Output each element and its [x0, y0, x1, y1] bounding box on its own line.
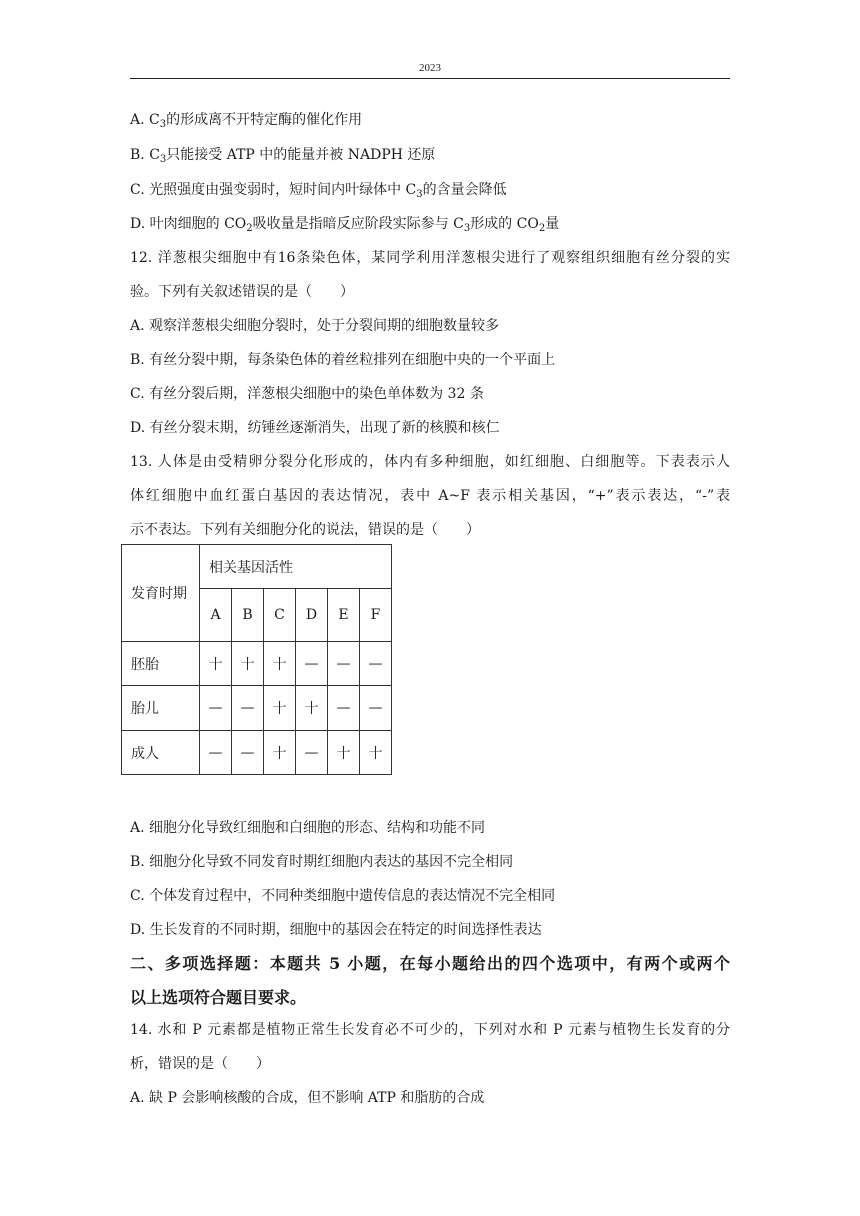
- q13-stem-line3: 示不表达。下列有关细胞分化的说法，错误的是（ ）: [130, 522, 480, 538]
- q12-option-d: D. 有丝分裂末期，纺锤丝逐渐消失，出现了新的核膜和核仁: [130, 420, 500, 436]
- table-cell: 十: [264, 686, 296, 731]
- table-cell: 十: [328, 731, 360, 775]
- table-cell: 十: [264, 731, 296, 775]
- table-cell: —: [232, 686, 264, 731]
- q13-option-b: B. 细胞分化导致不同发育时期红细胞内表达的基因不完全相同: [130, 854, 514, 870]
- q11-option-a: A. $C_3$的形成离不开特定酶的催化作用: [130, 112, 363, 130]
- header-rule: [130, 78, 730, 79]
- gene-header-b: B: [232, 589, 264, 642]
- row-label-embryo: 胚胎: [122, 642, 200, 686]
- page-header: 2023: [419, 62, 441, 74]
- q13-option-d: D. 生长发育的不同时期，细胞中的基因会在特定的时间选择性表达: [130, 922, 542, 938]
- gene-header-e: E: [328, 589, 360, 642]
- table-group-header: 相关基因活性: [200, 545, 392, 589]
- table-cell: 十: [232, 642, 264, 686]
- table-cell: 十: [264, 642, 296, 686]
- q12-stem-line2: 验。下列有关叙述错误的是（ ）: [130, 284, 354, 300]
- gene-header-f: F: [360, 589, 392, 642]
- table-cell: 十: [200, 642, 232, 686]
- gene-header-d: D: [296, 589, 328, 642]
- table-row: [122, 731, 392, 775]
- q12-option-a: A. 观察洋葱根尖细胞分裂时，处于分裂间期的细胞数量较多: [130, 318, 500, 334]
- table-row: [122, 686, 392, 731]
- gene-header-c: C: [264, 589, 296, 642]
- q11-option-b: B. $C_3$只能接受 ATP 中的能量并被 NADPH 还原: [130, 147, 436, 165]
- section-heading-line2: 以上选项符合题目要求。: [130, 988, 307, 1007]
- gene-expression-table: [121, 544, 392, 775]
- q14-stem-line2: 析，错误的是（ ）: [130, 1056, 270, 1072]
- q11-option-d: D. 叶肉细胞的 $CO_2$吸收量是指暗反应阶段实际参与 $C_3$形成的 $CO_2$量: [130, 216, 560, 234]
- table-cell: —: [200, 731, 232, 775]
- q13-option-a: A. 细胞分化导致红细胞和白细胞的形态、结构和功能不同: [130, 820, 486, 836]
- table-cell: 十: [360, 731, 392, 775]
- section-heading-line1: 二、多项选择题：本题共 5 小题，在每小题给出的四个选项中，有两个或两个: [130, 954, 730, 973]
- table-cell: —: [232, 731, 264, 775]
- q13-option-c: C. 个体发育过程中，不同种类细胞中遗传信息的表达情况不完全相同: [130, 888, 556, 904]
- table-cell: 十: [296, 686, 328, 731]
- q12-option-c: C. 有丝分裂后期，洋葱根尖细胞中的染色单体数为 32 条: [130, 386, 484, 402]
- table-cell: —: [200, 686, 232, 731]
- table-corner-header: 发育时期: [122, 545, 200, 642]
- q11-option-c: C. 光照强度由强变弱时，短时间内叶绿体中 $C_3$的含量会降低: [130, 182, 507, 200]
- q14-stem-line1: 14. 水和 P 元素都是植物正常生长发育必不可少的，下列对水和 P 元素与植物生长发育的分: [130, 1022, 730, 1038]
- table-cell: —: [360, 686, 392, 731]
- gene-header-a: A: [200, 589, 232, 642]
- row-label-adult: 成人: [122, 731, 200, 775]
- table-cell: —: [296, 731, 328, 775]
- q12-stem-line1: 12. 洋葱根尖细胞中有16条染色体，某同学利用洋葱根尖进行了观察组织细胞有丝分裂的实: [130, 250, 730, 266]
- q13-stem-line2: 体红细胞中血红蛋白基因的表达情况，表中 A~F 表示相关基因，“+”表示表达，“-”表: [130, 488, 730, 504]
- table-cell: —: [296, 642, 328, 686]
- q14-option-a: A. 缺 P 会影响核酸的合成，但不影响 ATP 和脂肪的合成: [130, 1090, 485, 1106]
- table-row: [122, 642, 392, 686]
- q13-stem-line1: 13. 人体是由受精卵分裂分化形成的，体内有多种细胞，如红细胞、白细胞等。下表表示人: [130, 454, 730, 470]
- table-cell: —: [328, 642, 360, 686]
- table-cell: —: [328, 686, 360, 731]
- table-cell: —: [360, 642, 392, 686]
- q12-option-b: B. 有丝分裂中期，每条染色体的着丝粒排列在细胞中央的一个平面上: [130, 352, 556, 368]
- row-label-fetus: 胎儿: [122, 686, 200, 731]
